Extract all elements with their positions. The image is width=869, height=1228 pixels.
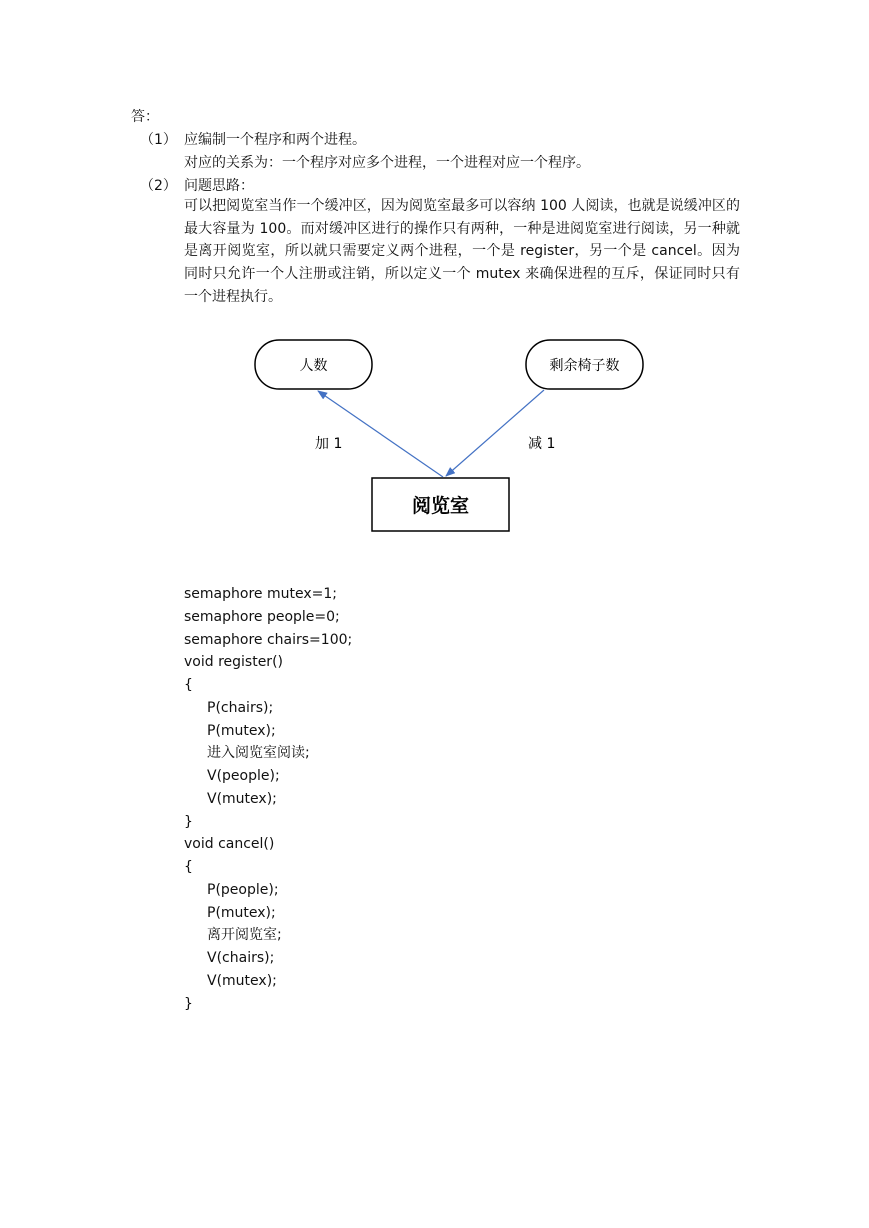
code-line: P(mutex); — [207, 723, 276, 739]
reading-room-diagram — [0, 0, 869, 560]
item-2-heading: 问题思路： — [184, 178, 254, 194]
code-line: V(chairs); — [207, 950, 275, 966]
item-number-1: （1） — [140, 132, 177, 148]
code-line: P(mutex); — [207, 905, 276, 921]
code-line: 进入阅览室阅读; — [207, 745, 310, 761]
item-1-line-1: 应编制一个程序和两个进程。 — [184, 132, 366, 148]
code-line: V(people); — [207, 768, 280, 784]
code-line: P(people); — [207, 882, 279, 898]
code-line: V(mutex); — [207, 791, 277, 807]
subtract-arrow — [446, 390, 544, 476]
code-line: } — [184, 814, 193, 830]
item-2-paragraph: 可以把阅览室当作一个缓冲区，因为阅览室最多可以容纳 100 人阅读，也就是说缓冲区的最大容量为 100。而对缓冲区进行的操作只有两种，一种是进阅览室进行阅读，另一种就是离开阅览室，所以就只需要定义两个进程，一个是 register，另一个是 cancel。因为同时只允许一个人注册或注销，所以定义一个 mutex 来确保进程的互斥，保证同时只有一个进程执行。 — [184, 198, 740, 305]
code-line: V(mutex); — [207, 973, 277, 989]
add-arrow — [318, 391, 443, 477]
code-line: { — [184, 677, 193, 693]
add-label: 加 1 — [315, 436, 343, 452]
code-line: 离开阅览室; — [207, 927, 282, 943]
answer-label: 答： — [131, 109, 159, 125]
item-number-2: （2） — [140, 178, 177, 194]
code-line: void cancel() — [184, 836, 275, 852]
reading-room-node-label: 阅览室 — [411, 495, 470, 517]
code-line: { — [184, 859, 193, 875]
code-line: P(chairs); — [207, 700, 274, 716]
item-1-line-2: 对应的关系为：一个程序对应多个进程，一个进程对应一个程序。 — [184, 155, 590, 171]
code-line: } — [184, 996, 193, 1012]
subtract-label: 减 1 — [528, 436, 556, 452]
code-line: void register() — [184, 654, 283, 670]
code-line: semaphore chairs=100; — [184, 632, 353, 648]
people-node-label: 人数 — [299, 358, 328, 374]
chairs-node-label: 剩余椅子数 — [549, 358, 620, 374]
code-line: semaphore mutex=1; — [184, 586, 337, 602]
code-line: semaphore people=0; — [184, 609, 340, 625]
